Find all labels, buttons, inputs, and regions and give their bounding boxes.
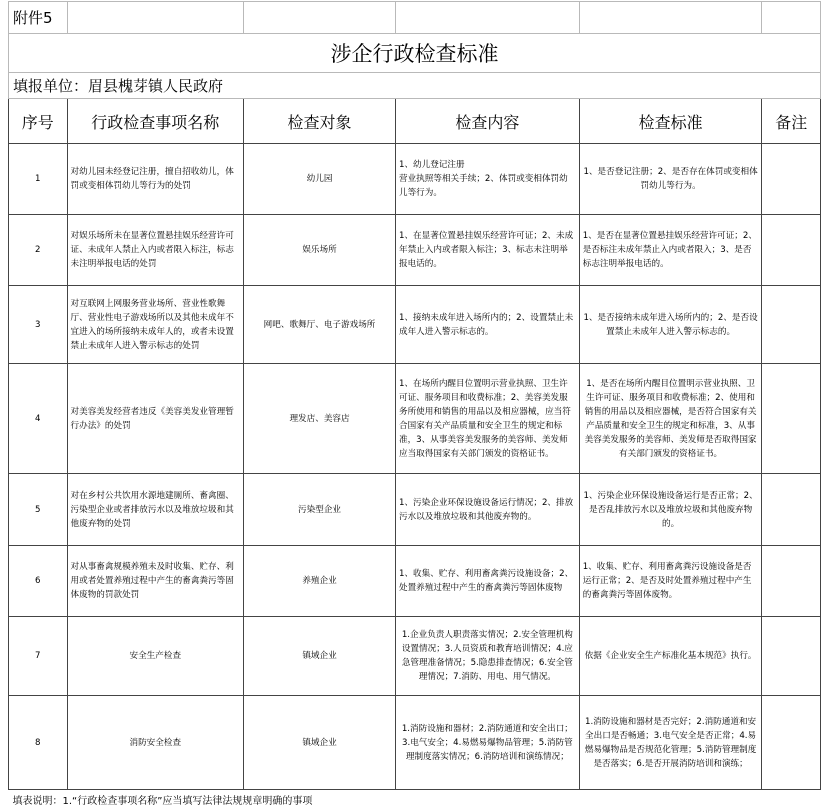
cell-name: 安全生产检查 <box>67 617 244 696</box>
header-name: 行政检查事项名称 <box>67 99 244 144</box>
empty-cell <box>395 2 579 34</box>
cell-content: 1.企业负责人职责落实情况；2.安全管理机构设置情况；3.人员资质和教育培训情况；4.应急管理准备情况；5.隐患排查情况；6.安全管理情况；7.消防、用电、用气情况。 <box>395 617 579 696</box>
cell-object: 污染型企业 <box>244 474 396 546</box>
table-row <box>9 474 821 546</box>
cell-seq: 1 <box>9 144 68 215</box>
cell-note <box>762 474 821 546</box>
cell-object: 理发店、美容店 <box>244 364 396 474</box>
cell-standard: 1、是否在场所内醒目位置明示营业执照、卫生许可证、服务项目和收费标准；2、使用和销售的用品以及相应器械，是否符合国家有关产品质量和安全卫生的规定和标准，3、从事美容美发服务的美容师、美发师是否取得国家有关部门颁发的资格证书。 <box>579 364 762 474</box>
cell-object: 幼儿园 <box>244 144 396 215</box>
cell-seq: 5 <box>9 474 68 546</box>
header-object: 检查对象 <box>244 99 396 144</box>
cell-note <box>762 286 821 364</box>
cell-object: 镇域企业 <box>244 617 396 696</box>
page-title: 涉企行政检查标准 <box>9 34 821 73</box>
cell-note <box>762 215 821 286</box>
table-row <box>9 286 821 364</box>
reporting-unit: 填报单位：眉县槐芽镇人民政府 <box>9 73 821 99</box>
header-seq: 序号 <box>9 99 68 144</box>
header-content: 检查内容 <box>395 99 579 144</box>
cell-content: 1、接纳未成年进入场所内的；2、设置禁止未成年人进入警示标志的。 <box>395 286 579 364</box>
empty-cell <box>244 2 396 34</box>
cell-seq: 6 <box>9 546 68 617</box>
header-note: 备注 <box>762 99 821 144</box>
table-row <box>9 617 821 696</box>
cell-standard: 1、是否登记注册；2、是否存在体罚或变相体罚幼儿等行为。 <box>579 144 762 215</box>
footer-row <box>9 790 821 808</box>
cell-object: 镇域企业 <box>244 696 396 790</box>
cell-standard: 1、是否在显著位置悬挂娱乐经营许可证；2、是否标注未成年禁止入内或者限入；3、是否标志注明举报电话的。 <box>579 215 762 286</box>
annex-label: 附件5 <box>9 2 68 34</box>
cell-name: 对娱乐场所未在显著位置悬挂娱乐经营许可证、未成年人禁止入内或者限入标注，标志未注明举报电话的处罚 <box>67 215 244 286</box>
cell-note <box>762 546 821 617</box>
cell-seq: 8 <box>9 696 68 790</box>
table-row <box>9 546 821 617</box>
title-row <box>9 34 821 73</box>
unit-row <box>9 73 821 99</box>
table-row <box>9 144 821 215</box>
cell-note <box>762 364 821 474</box>
cell-content: 1、幼儿登记注册 营业执照等相关手续；2、体罚或变相体罚幼儿等行为。 <box>395 144 579 215</box>
table-row <box>9 215 821 286</box>
cell-object: 养殖企业 <box>244 546 396 617</box>
cell-standard: 1、是否接纳未成年进入场所内的；2、是否设置禁止未成年人进入警示标志的。 <box>579 286 762 364</box>
cell-seq: 4 <box>9 364 68 474</box>
cell-name: 对幼儿园未经登记注册，擅自招收幼儿，体罚或变相体罚幼儿等行为的处罚 <box>67 144 244 215</box>
cell-seq: 2 <box>9 215 68 286</box>
empty-cell <box>762 2 821 34</box>
cell-name: 消防安全检查 <box>67 696 244 790</box>
cell-note <box>762 144 821 215</box>
cell-note <box>762 696 821 790</box>
cell-content: 1、在显著位置悬挂娱乐经营许可证；2、未成年禁止入内或者限入标注；3、标志未注明举报电话的。 <box>395 215 579 286</box>
table-row <box>9 696 821 790</box>
empty-cell <box>67 2 244 34</box>
footer-note: 填表说明：1.“行政检查事项名称”应当填写法律法规规章明确的事项 <box>9 790 821 808</box>
table-row <box>9 364 821 474</box>
cell-seq: 3 <box>9 286 68 364</box>
cell-content: 1、在场所内醒目位置明示营业执照、卫生许可证、服务项目和收费标准；2、美容美发服务所使用和销售的用品以及相应器械，应当符合国家有关产品质量和安全卫生的规定和标准，3、从事美容美发服务的美容师、美发师应当取得国家有关部门颁发的资格证书。 <box>395 364 579 474</box>
annex-row <box>9 2 821 34</box>
cell-name: 对从事畜禽规模养殖未及时收集、贮存、利用或者处置养殖过程中产生的畜禽粪污等固体废物的罚款处罚 <box>67 546 244 617</box>
cell-name: 对美容美发经营者违反《美容美发业管理暂行办法》的处罚 <box>67 364 244 474</box>
empty-cell <box>579 2 762 34</box>
header-row <box>9 99 821 144</box>
cell-object: 网吧、歌舞厅、电子游戏场所 <box>244 286 396 364</box>
cell-name: 对互联网上网服务营业场所、营业性歌舞厅、营业性电子游戏场所以及其他未成年不宜进入的场所接纳未成年人的，或者未设置禁止未成年人进入警示标志的处罚 <box>67 286 244 364</box>
cell-standard: 1、污染企业环保设施设备运行是否正常；2、是否乱排放污水以及堆放垃圾和其他废弃物的。 <box>579 474 762 546</box>
cell-note <box>762 617 821 696</box>
cell-name: 对在乡村公共饮用水源地建厕所、畜禽圈、污染型企业或者排放污水以及堆放垃圾和其他废弃物的处罚 <box>67 474 244 546</box>
cell-standard: 1.消防设施和器材是否完好；2.消防通道和安全出口是否畅通；3.电气安全是否正常；4.易燃易爆物品是否规范化管理；5.消防管理制度是否落实；6.是否开展消防培训和演练； <box>579 696 762 790</box>
cell-standard: 依据《企业安全生产标准化基本规范》执行。 <box>579 617 762 696</box>
header-standard: 检查标准 <box>579 99 762 144</box>
cell-content: 1、污染企业环保设施设备运行情况；2、排放污水以及堆放垃圾和其他废弃物的。 <box>395 474 579 546</box>
inspection-standard-table <box>8 1 821 808</box>
cell-seq: 7 <box>9 617 68 696</box>
cell-standard: 1、收集、贮存、利用畜禽粪污设施设备是否运行正常；2、是否及时处置养殖过程中产生的畜禽粪污等固体废物。 <box>579 546 762 617</box>
cell-content: 1.消防设施和器材；2.消防通道和安全出口；3.电气安全；4.易燃易爆物品管理；5.消防管理制度落实情况；6.消防培训和演练情况； <box>395 696 579 790</box>
cell-object: 娱乐场所 <box>244 215 396 286</box>
cell-content: 1、收集、贮存、利用畜禽粪污设施设备；2、处置养殖过程中产生的畜禽粪污等固体废物 <box>395 546 579 617</box>
